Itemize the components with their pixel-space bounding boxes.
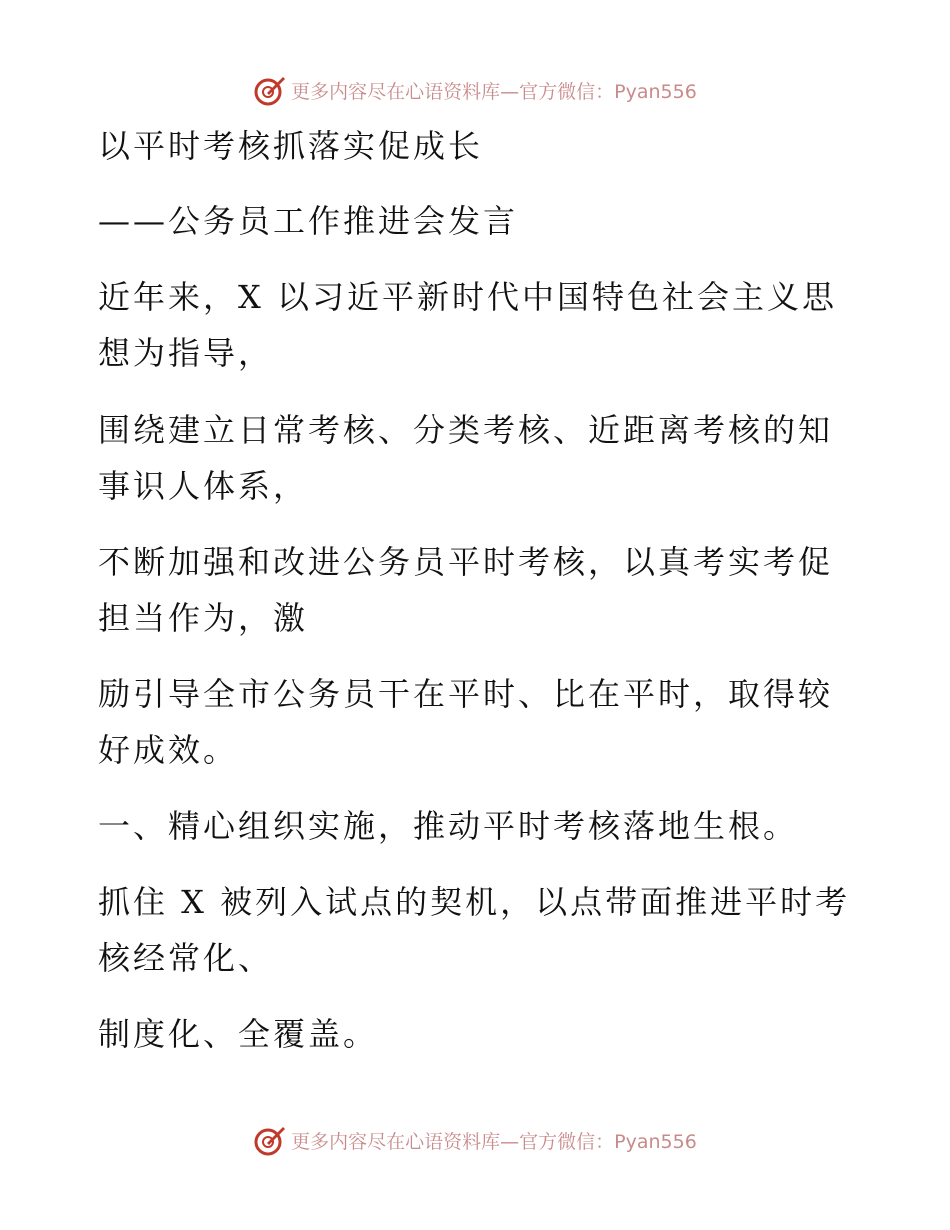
paragraph-line: 围绕建立日常考核、分类考核、近距离考核的知 [98,411,834,449]
watermark-footer [0,1120,950,1160]
pen-logo-icon [253,1123,287,1157]
document-subtitle: ——公务员工作推进会发言 [98,202,519,240]
section-heading: 一、精心组织实施，推动平时考核落地生根。 [98,807,799,845]
paragraph-line: 励引导全市公务员干在平时、比在平时，取得较 [98,675,834,713]
paragraph-line: 抓住 X 被列入试点的契机，以点带面推进平时考 [98,883,851,921]
pen-logo-icon [253,73,287,107]
paragraph-line: 想为指导， [98,334,274,372]
paragraph-line: 制度化、全覆盖。 [98,1015,379,1053]
paragraph-line: 核经常化、 [98,939,274,977]
paragraph-line: 好成效。 [98,731,239,769]
paragraph-line: 不断加强和改进公务员平时考核，以真考实考促 [98,543,834,581]
paragraph-line: 事识人体系， [98,467,309,505]
paragraph-line: 近年来，X 以习近平新时代中国特色社会主义思 [98,278,837,316]
watermark-text: 更多内容尽在心语资料库—官方微信：Pyan556 [291,80,697,103]
watermark-text: 更多内容尽在心语资料库—官方微信：Pyan556 [291,1130,697,1153]
document-title: 以平时考核抓落实促成长 [98,127,484,165]
watermark-header [0,70,950,110]
paragraph-line: 担当作为，激 [98,599,309,637]
